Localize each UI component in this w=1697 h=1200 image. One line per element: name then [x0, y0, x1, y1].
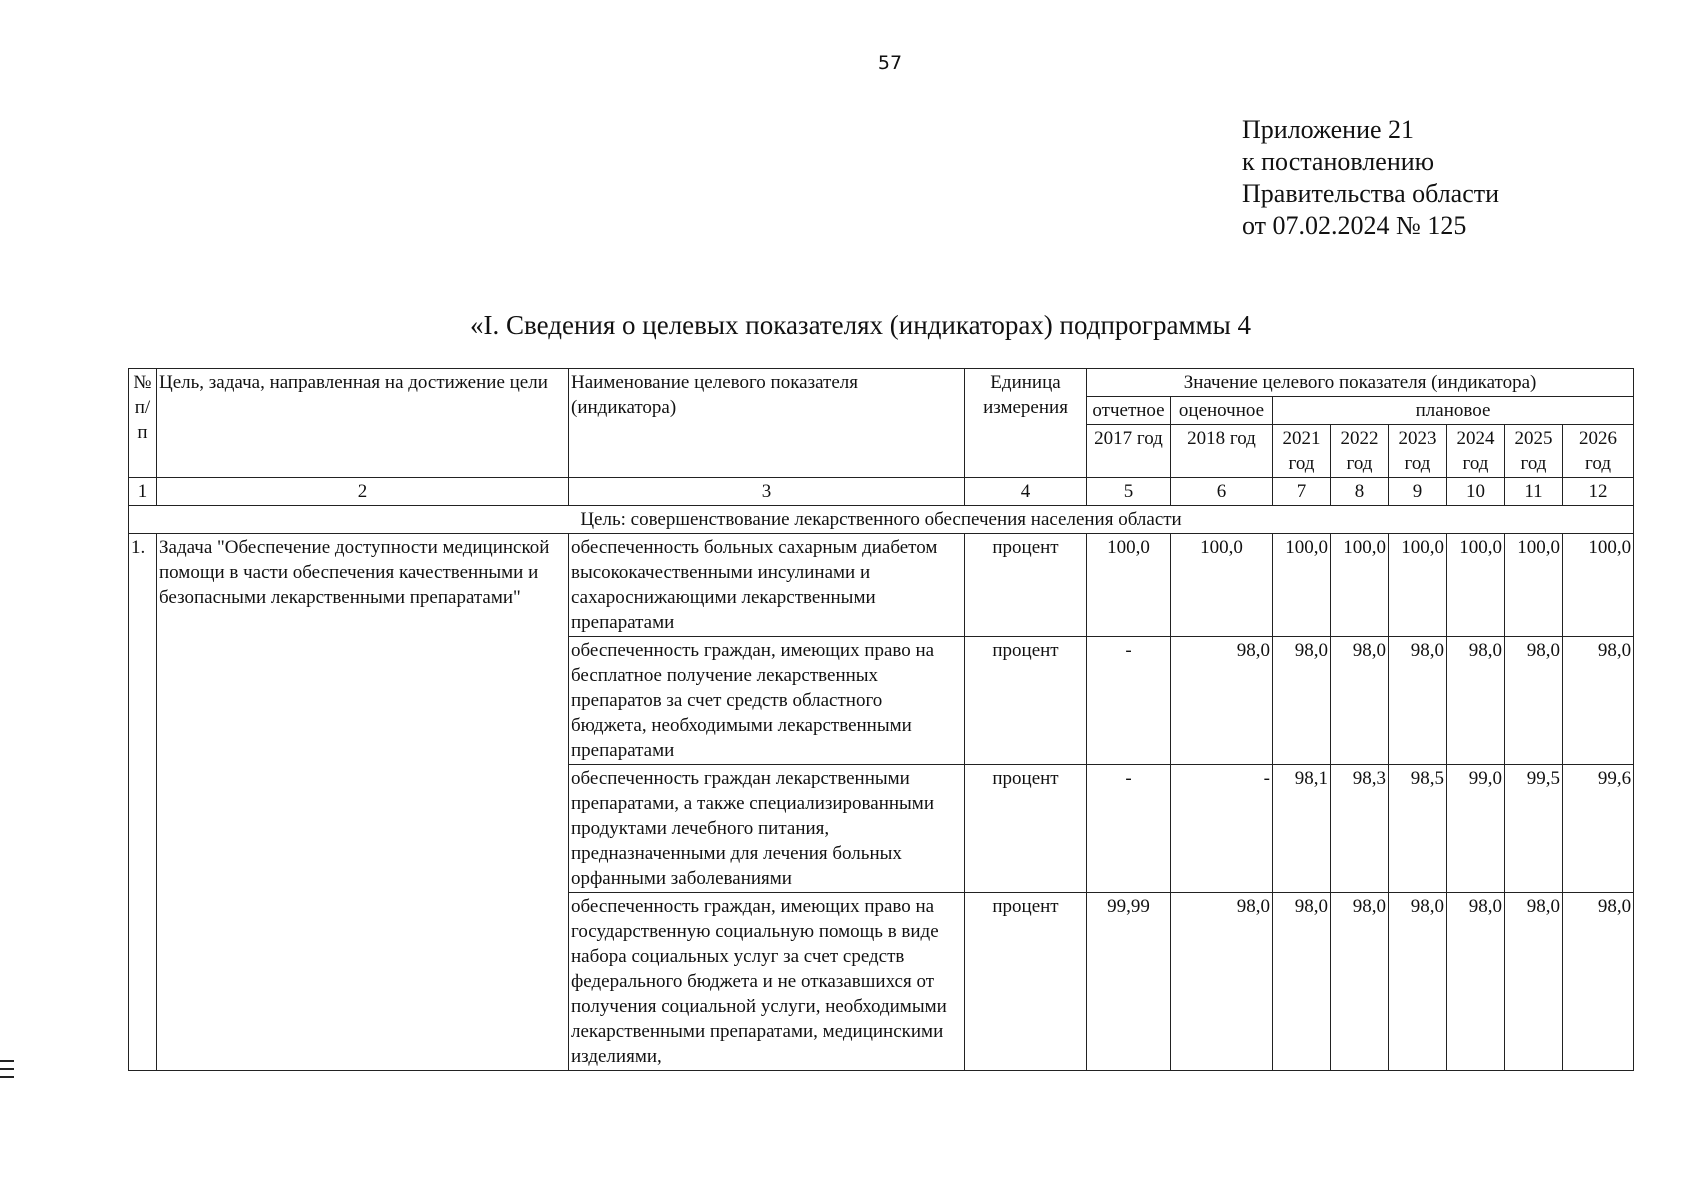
value-2023: 98,0: [1389, 893, 1447, 1071]
header-2017: 2017 год: [1087, 425, 1171, 478]
value-2021: 100,0: [1273, 534, 1331, 637]
value-2021: 98,0: [1273, 637, 1331, 765]
header-reported: отчетное: [1087, 397, 1171, 425]
column-number-row: [129, 478, 1634, 506]
value-2017: -: [1087, 765, 1171, 893]
unit-cell: процент: [965, 765, 1087, 893]
value-2022: 98,3: [1331, 765, 1389, 893]
page-number: 57: [877, 52, 903, 74]
unit-cell: процент: [965, 534, 1087, 637]
indicator-name: обеспеченность граждан лекарственными препаратами, а также специализированными продуктами лечебного питания, предназначенными для лечения больных орфанными заболеваниями: [569, 765, 965, 893]
value-2025: 99,5: [1505, 765, 1563, 893]
header-2025: 2025 год: [1505, 425, 1563, 478]
scan-edge-marks: [0, 1060, 14, 1084]
unit-cell: процент: [965, 893, 1087, 1071]
value-2021: 98,0: [1273, 893, 1331, 1071]
value-2017: 99,99: [1087, 893, 1171, 1071]
value-2022: 100,0: [1331, 534, 1389, 637]
unit-cell: процент: [965, 637, 1087, 765]
col-number: 12: [1563, 478, 1634, 506]
edge-mark: [0, 1068, 14, 1070]
value-2025: 100,0: [1505, 534, 1563, 637]
indicator-name: обеспеченность граждан, имеющих право на бесплатное получение лекарственных препаратов за счет средств областного бюджета, необходимыми лекарственными препаратами: [569, 637, 965, 765]
value-2025: 98,0: [1505, 637, 1563, 765]
value-2021: 98,1: [1273, 765, 1331, 893]
appendix-line-1: Приложение 21: [1242, 115, 1415, 144]
value-2024: 98,0: [1447, 893, 1505, 1071]
header-unit: Единица измерения: [965, 369, 1087, 478]
appendix-line-3: Правительства области: [1242, 179, 1500, 208]
col-number: 6: [1171, 478, 1273, 506]
indicator-name: обеспеченность граждан, имеющих право на государственную социальную помощь в виде набора социальных услуг за счет средств федерального бюджета и не отказавшихся от получения социальной услуги, необходимыми лекарственными препаратами, медицинскими изделиями,: [569, 893, 965, 1071]
value-2018: -: [1171, 765, 1273, 893]
indicator-name: обеспеченность больных сахарным диабетом высококачественными инсулинами и сахароснижающими лекарственными препаратами: [569, 534, 965, 637]
task-number: 1.: [129, 534, 157, 1071]
table-row: [129, 534, 1634, 637]
value-2024: 99,0: [1447, 765, 1505, 893]
header-value: Значение целевого показателя (индикатора): [1087, 369, 1634, 397]
col-number: 8: [1331, 478, 1389, 506]
value-2026: 98,0: [1563, 893, 1634, 1071]
appendix-line-2: к постановлению: [1242, 147, 1435, 176]
edge-mark: [0, 1076, 14, 1078]
value-2024: 98,0: [1447, 637, 1505, 765]
value-2025: 98,0: [1505, 893, 1563, 1071]
col-number: 3: [569, 478, 965, 506]
value-2018: 98,0: [1171, 893, 1273, 1071]
value-2022: 98,0: [1331, 893, 1389, 1071]
goal-row: [129, 506, 1634, 534]
col-number: 4: [965, 478, 1087, 506]
value-2026: 99,6: [1563, 765, 1634, 893]
header-2026: 2026 год: [1563, 425, 1634, 478]
appendix-line-4: от 07.02.2024 № 125: [1242, 211, 1467, 240]
task-text: Задача "Обеспечение доступности медицинской помощи в части обеспечения качественными и безопасными лекарственными препаратами": [157, 534, 569, 1071]
appendix-block: [1242, 114, 1499, 242]
header-estimated: оценочное: [1171, 397, 1273, 425]
value-2024: 100,0: [1447, 534, 1505, 637]
col-number: 5: [1087, 478, 1171, 506]
value-2026: 100,0: [1563, 534, 1634, 637]
value-2023: 98,0: [1389, 637, 1447, 765]
value-2023: 100,0: [1389, 534, 1447, 637]
header-2018: 2018 год: [1171, 425, 1273, 478]
col-number: 10: [1447, 478, 1505, 506]
header-num: № п/п: [129, 369, 157, 478]
header-2022: 2022 год: [1331, 425, 1389, 478]
value-2017: -: [1087, 637, 1171, 765]
header-goal: Цель, задача, направленная на достижение цели: [157, 369, 569, 478]
value-2018: 100,0: [1171, 534, 1273, 637]
value-2017: 100,0: [1087, 534, 1171, 637]
header-planned: плановое: [1273, 397, 1634, 425]
value-2026: 98,0: [1563, 637, 1634, 765]
col-number: 9: [1389, 478, 1447, 506]
header-2021: 2021 год: [1273, 425, 1331, 478]
value-2023: 98,5: [1389, 765, 1447, 893]
header-row-1: [129, 369, 1634, 397]
value-2022: 98,0: [1331, 637, 1389, 765]
value-2018: 98,0: [1171, 637, 1273, 765]
edge-mark: [0, 1060, 14, 1062]
indicators-table: [128, 368, 1634, 1071]
header-2023: 2023 год: [1389, 425, 1447, 478]
col-number: 11: [1505, 478, 1563, 506]
header-2024: 2024 год: [1447, 425, 1505, 478]
goal-text: Цель: совершенствование лекарственного обеспечения населения области: [129, 506, 1634, 534]
document-title: «I. Сведения о целевых показателях (индикаторах) подпрограммы 4: [470, 310, 1252, 340]
col-number: 2: [157, 478, 569, 506]
col-number: 1: [129, 478, 157, 506]
header-indicator: Наименование целевого показателя (индикатора): [569, 369, 965, 478]
col-number: 7: [1273, 478, 1331, 506]
